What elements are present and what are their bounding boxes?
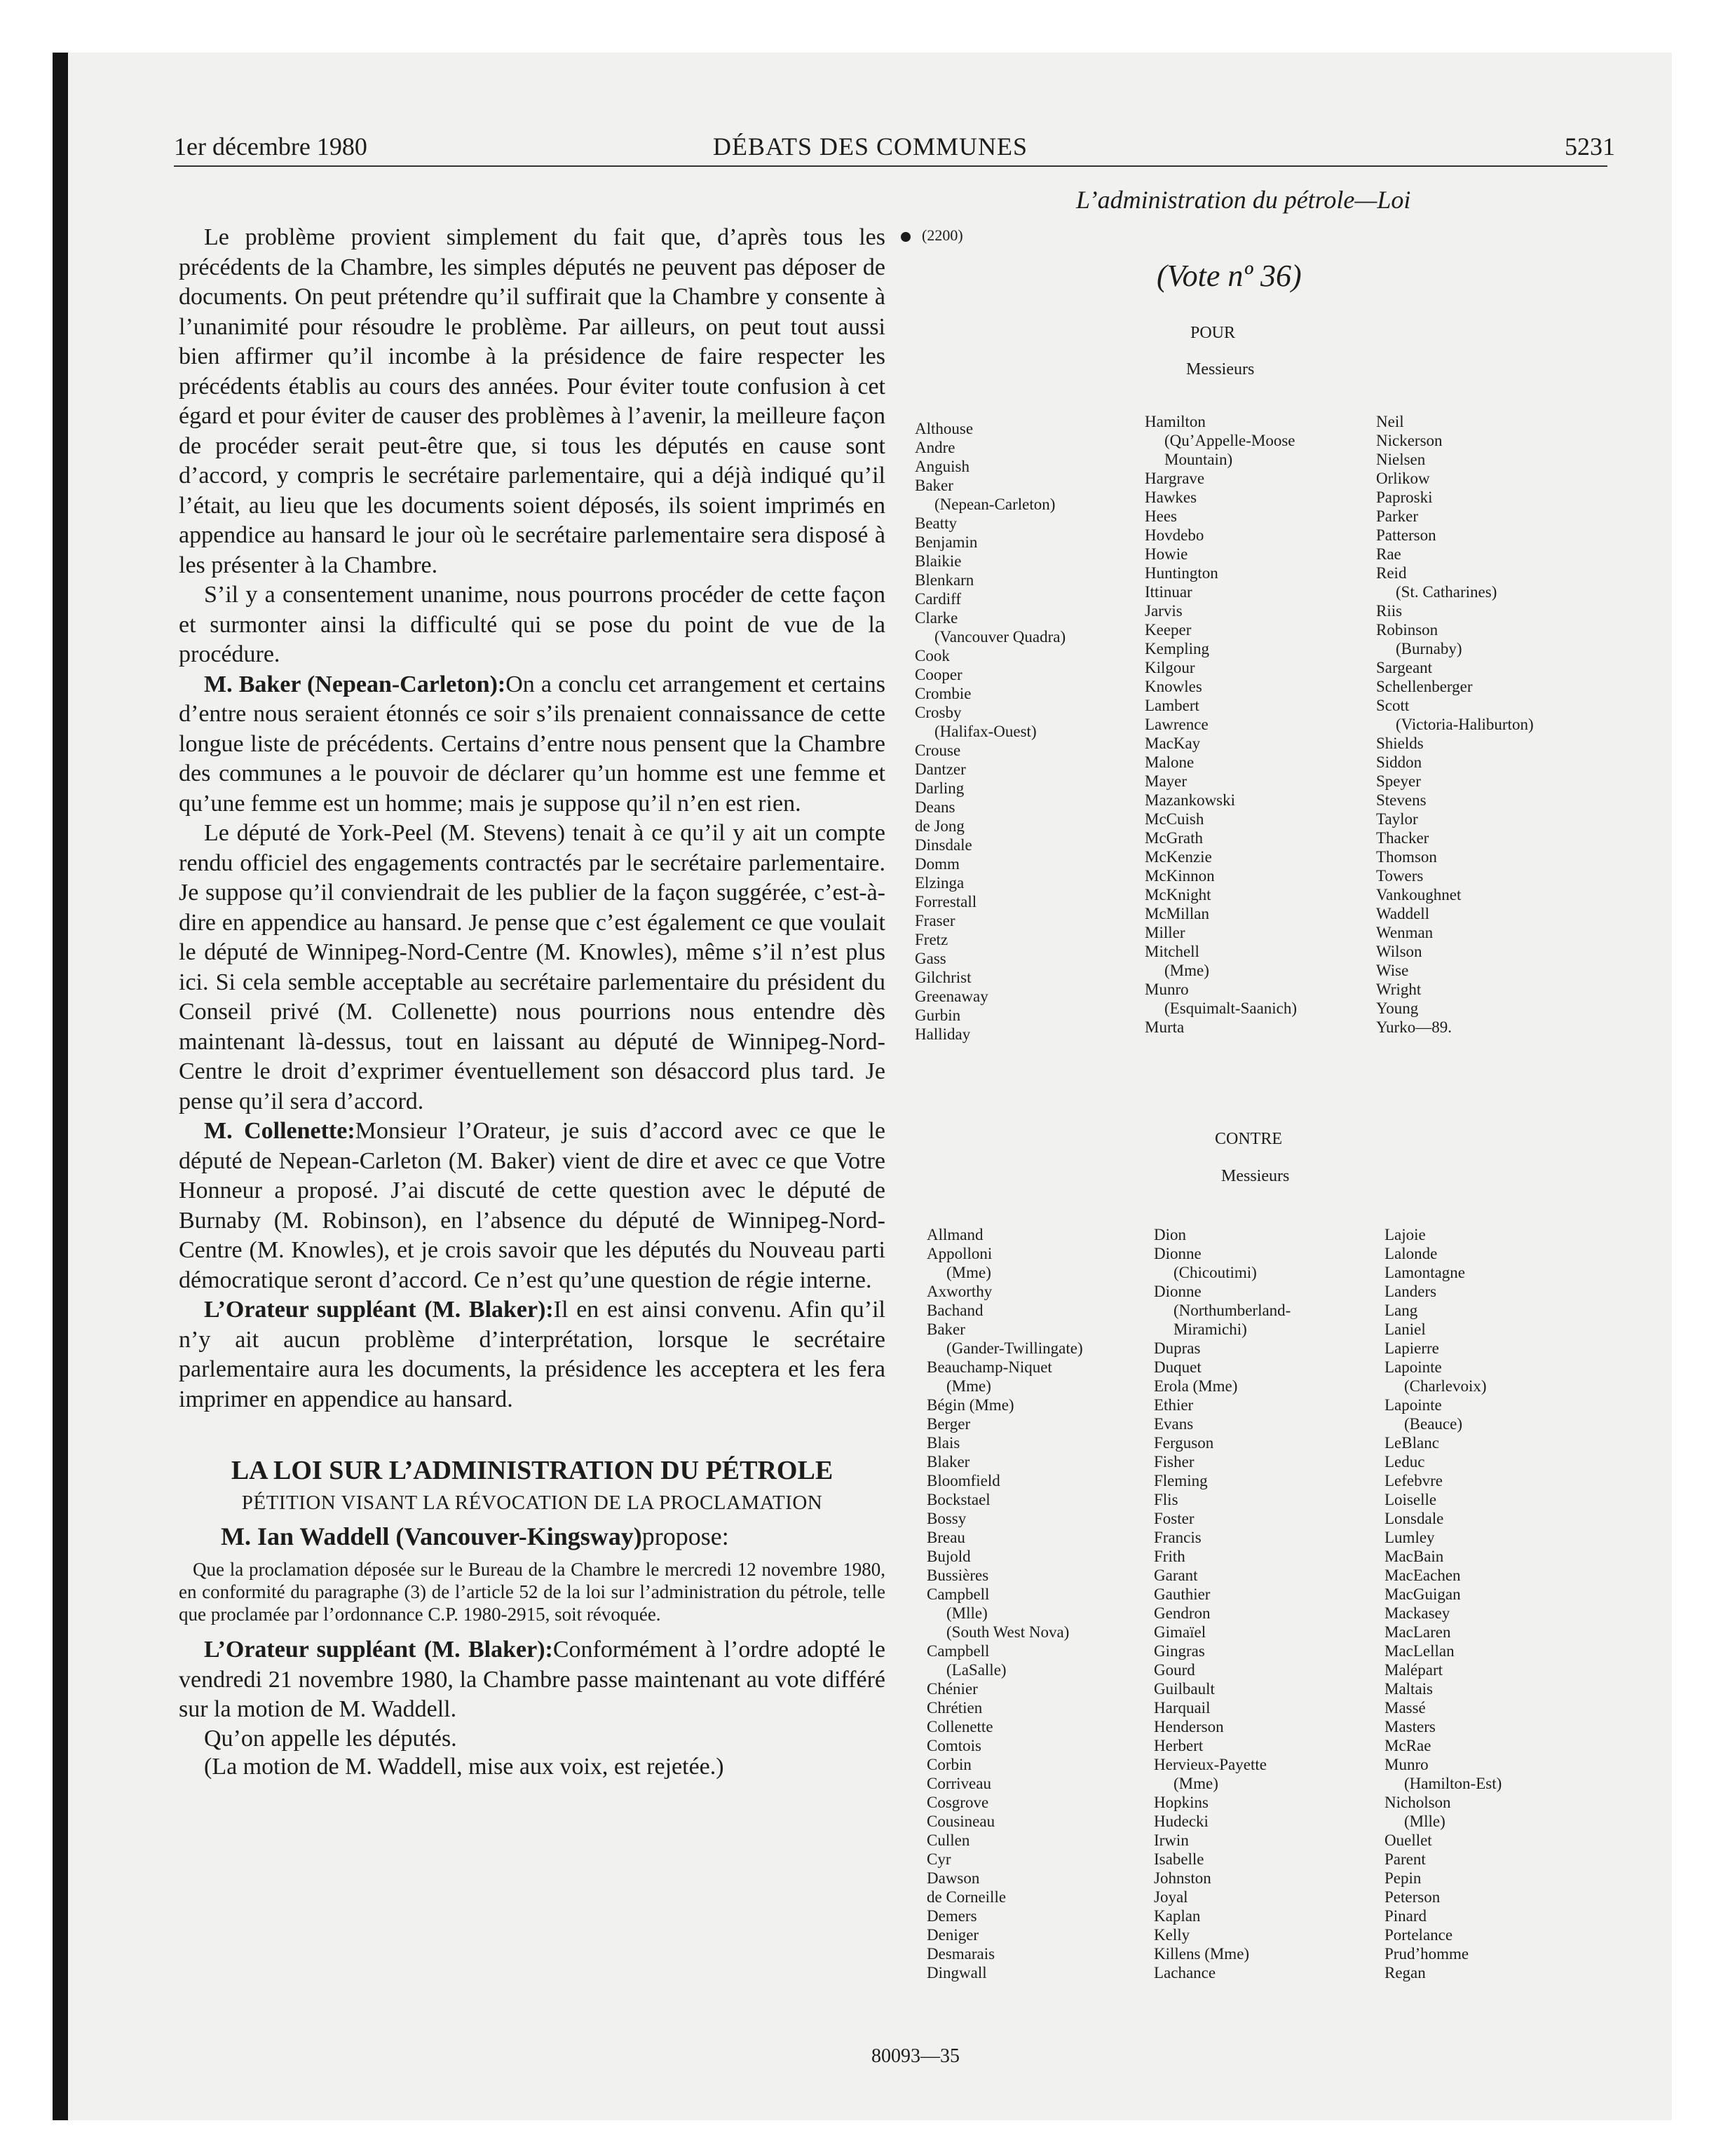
member-name: Frith bbox=[1154, 1548, 1185, 1565]
member-name: Wilson bbox=[1376, 943, 1422, 960]
member-name: de Jong bbox=[915, 817, 965, 835]
member-name: Lapierre bbox=[1384, 1339, 1439, 1357]
contre-names-column-3 bbox=[1384, 1225, 1616, 1982]
speaker-name: M. Collenette: bbox=[204, 1118, 355, 1144]
member-name: Parker bbox=[1376, 507, 1419, 525]
member-name: Irwin bbox=[1154, 1831, 1189, 1849]
speaker-name: L’Orateur suppléant (M. Blaker): bbox=[204, 1297, 554, 1323]
member-name: Mountain) bbox=[1164, 451, 1233, 468]
member-name: Hopkins bbox=[1154, 1794, 1209, 1811]
member-name: Gass bbox=[915, 950, 946, 967]
member-name: LeBlanc bbox=[1384, 1434, 1439, 1452]
member-name: Darling bbox=[915, 779, 965, 797]
member-name: Lapointe bbox=[1384, 1396, 1442, 1414]
member-name: Cooper bbox=[915, 666, 962, 683]
contre-names-column-2 bbox=[1154, 1225, 1385, 1982]
member-name: (Gander-Twillingate) bbox=[946, 1339, 1083, 1357]
member-name: Lonsdale bbox=[1384, 1510, 1444, 1527]
member-name: Siddon bbox=[1376, 753, 1422, 771]
member-name: Rae bbox=[1376, 545, 1401, 563]
member-name: Bujold bbox=[927, 1548, 971, 1565]
member-name: de Corneille bbox=[927, 1888, 1007, 1906]
member-name: (Victoria-Haliburton) bbox=[1396, 716, 1534, 733]
member-name: Bussières bbox=[927, 1567, 989, 1584]
vote-title: (Vote nº 36) bbox=[1157, 259, 1302, 293]
member-name: Dingwall bbox=[927, 1964, 987, 1981]
member-name: Hervieux-Payette bbox=[1154, 1756, 1267, 1773]
member-name: Killens (Mme) bbox=[1154, 1945, 1250, 1963]
member-name: Appolloni bbox=[927, 1245, 993, 1262]
member-name: Dinsdale bbox=[915, 836, 972, 854]
member-name: Fretz bbox=[915, 931, 948, 948]
member-name: Cosgrove bbox=[927, 1794, 989, 1811]
member-name: Sargeant bbox=[1376, 659, 1433, 676]
member-name: Ittinuar bbox=[1145, 583, 1192, 601]
member-name: Leduc bbox=[1384, 1453, 1425, 1471]
member-name: Corbin bbox=[927, 1756, 972, 1773]
member-name: Breau bbox=[927, 1529, 965, 1546]
member-name: (Hamilton-Est) bbox=[1404, 1775, 1502, 1792]
member-name: Gimaïel bbox=[1154, 1623, 1206, 1641]
member-name: Isabelle bbox=[1154, 1850, 1204, 1868]
member-name: Cullen bbox=[927, 1831, 970, 1849]
member-name: Herbert bbox=[1154, 1737, 1204, 1754]
member-name: Landers bbox=[1384, 1283, 1437, 1300]
member-name: Bossy bbox=[927, 1510, 967, 1527]
member-name: Foster bbox=[1154, 1510, 1195, 1527]
member-name: Allmand bbox=[927, 1226, 984, 1243]
member-name: Schellenberger bbox=[1376, 678, 1473, 695]
member-name: Maltais bbox=[1384, 1680, 1433, 1698]
member-name: Orlikow bbox=[1376, 470, 1430, 487]
member-name: Miller bbox=[1145, 924, 1185, 941]
member-name: Crombie bbox=[915, 685, 972, 702]
member-name: Dionne bbox=[1154, 1283, 1202, 1300]
member-name: (Halifax-Ouest) bbox=[934, 723, 1037, 740]
member-name: Crosby bbox=[915, 704, 962, 721]
member-name: Bachand bbox=[927, 1302, 984, 1319]
member-name: Lumley bbox=[1384, 1529, 1435, 1546]
motion-heading bbox=[179, 1522, 885, 1551]
member-name: Prud’homme bbox=[1384, 1945, 1469, 1963]
member-name: Lambert bbox=[1145, 697, 1199, 714]
contre-subtitle: Messieurs bbox=[1221, 1167, 1290, 1185]
timecode-text: (2200) bbox=[922, 226, 963, 244]
section-subtitle: PÉTITION VISANT LA RÉVOCATION DE LA PROCLAMATION bbox=[241, 1492, 823, 1514]
header-date: 1er décembre 1980 bbox=[174, 132, 367, 161]
member-name: Anguish bbox=[915, 458, 969, 475]
member-name: Thomson bbox=[1376, 848, 1437, 866]
member-name: Gurbin bbox=[915, 1007, 961, 1024]
member-name: Lachance bbox=[1154, 1964, 1216, 1981]
member-name: Towers bbox=[1376, 867, 1424, 885]
member-name: Garant bbox=[1154, 1567, 1198, 1584]
member-name: Hamilton bbox=[1145, 413, 1206, 430]
member-name: MacKay bbox=[1145, 735, 1201, 752]
speech-text: Conformément à l’ordre adopté le vendredi 21 novembre 1980, la Chambre passe maintenant au vote différé sur la motion de M. Waddell. bbox=[179, 1637, 886, 1722]
member-name: (Northumberland- bbox=[1173, 1302, 1291, 1319]
speaker-name: L’Orateur suppléant (M. Blaker): bbox=[204, 1637, 553, 1663]
member-name: Ethier bbox=[1154, 1396, 1194, 1414]
member-name: Hawkes bbox=[1145, 489, 1197, 506]
member-name: Fraser bbox=[915, 912, 955, 929]
member-name: Kempling bbox=[1145, 640, 1209, 657]
pour-names-column-3 bbox=[1376, 412, 1607, 1037]
member-name: Axworthy bbox=[927, 1283, 993, 1300]
member-name: Baker bbox=[927, 1321, 965, 1338]
member-name: McKenzie bbox=[1145, 848, 1212, 866]
member-name: Blenkarn bbox=[915, 571, 974, 589]
member-name: Pinard bbox=[1384, 1907, 1427, 1925]
member-name: Blaikie bbox=[915, 552, 962, 570]
motion-result: (La motion de M. Waddell, mise aux voix, est rejetée.) bbox=[204, 1753, 724, 1780]
member-name: Forrestall bbox=[915, 893, 977, 910]
member-name: Harquail bbox=[1154, 1699, 1211, 1717]
timecode bbox=[901, 226, 963, 245]
member-name: Gilchrist bbox=[915, 969, 972, 986]
member-name: Yurko—89. bbox=[1376, 1018, 1452, 1036]
member-name: Fisher bbox=[1154, 1453, 1195, 1471]
member-name: McKinnon bbox=[1145, 867, 1215, 885]
member-name: Fleming bbox=[1154, 1472, 1208, 1489]
member-name: Henderson bbox=[1154, 1718, 1224, 1735]
member-name: Flis bbox=[1154, 1491, 1178, 1508]
member-name: Berger bbox=[927, 1415, 971, 1433]
member-name: Dion bbox=[1154, 1226, 1186, 1243]
member-name: Dawson bbox=[927, 1869, 980, 1887]
member-name: Nickerson bbox=[1376, 432, 1443, 449]
member-name: McKnight bbox=[1145, 886, 1211, 903]
member-name: Corriveau bbox=[927, 1775, 991, 1792]
speaker-name: M. Baker (Nepean-Carleton): bbox=[204, 671, 506, 697]
member-name: Deniger bbox=[927, 1926, 979, 1944]
member-name: Johnston bbox=[1154, 1869, 1211, 1887]
member-name: Kelly bbox=[1154, 1926, 1190, 1944]
member-name: Dupras bbox=[1154, 1339, 1201, 1357]
member-name: Waddell bbox=[1376, 905, 1430, 922]
member-name: Taylor bbox=[1376, 810, 1418, 828]
member-name: Andre bbox=[915, 439, 955, 456]
member-name: (Charlevoix) bbox=[1404, 1377, 1487, 1395]
running-title: L’administration du pétrole—Loi bbox=[1076, 186, 1411, 214]
member-name: Munro bbox=[1384, 1756, 1429, 1773]
member-name: Peterson bbox=[1384, 1888, 1441, 1906]
member-name: Miramichi) bbox=[1173, 1321, 1247, 1338]
member-name: Thacker bbox=[1376, 829, 1429, 847]
member-name: Pepin bbox=[1384, 1869, 1422, 1887]
member-name: (Mme) bbox=[946, 1377, 991, 1395]
left-column bbox=[179, 223, 885, 1781]
motion-speaker: M. Ian Waddell (Vancouver-Kingsway) bbox=[221, 1522, 642, 1550]
member-name: Lamontagne bbox=[1384, 1264, 1465, 1281]
pour-label: POUR bbox=[1190, 324, 1236, 342]
member-name: (Mlle) bbox=[946, 1604, 988, 1622]
header-rule bbox=[174, 165, 1607, 167]
member-name: Patterson bbox=[1376, 526, 1436, 544]
member-name: Crouse bbox=[915, 742, 961, 759]
bullet-icon bbox=[901, 232, 911, 242]
member-name: Wise bbox=[1376, 962, 1409, 979]
member-name: Robinson bbox=[1376, 621, 1438, 639]
folio-number: 80093—35 bbox=[871, 2045, 960, 2067]
member-name: (Mme) bbox=[1164, 962, 1209, 979]
member-name: Campbell bbox=[927, 1642, 990, 1660]
call-members: Qu’on appelle les députés. bbox=[204, 1725, 457, 1752]
member-name: Dionne bbox=[1154, 1245, 1202, 1262]
member-name: Loiselle bbox=[1384, 1491, 1437, 1508]
member-name: Reid bbox=[1376, 564, 1407, 582]
member-name: Evans bbox=[1154, 1415, 1194, 1433]
member-name: Wenman bbox=[1376, 924, 1434, 941]
member-name: Murta bbox=[1145, 1018, 1185, 1036]
header-page-number: 5231 bbox=[1565, 132, 1615, 161]
member-name: Keeper bbox=[1145, 621, 1192, 639]
member-name: Bockstael bbox=[927, 1491, 991, 1508]
member-name: Lefebvre bbox=[1384, 1472, 1443, 1489]
member-name: Scott bbox=[1376, 697, 1410, 714]
member-name: Bloomfield bbox=[927, 1472, 1000, 1489]
member-name: Gourd bbox=[1154, 1661, 1195, 1679]
speech-text: Monsieur l’Orateur, je suis d’accord avec ce que le député de Nepean-Carleton (M. Baker) vient de dire et avec ce que Votre Honneur a proposé. J’ai discuté de cette question avec le député de Burnaby (M. Robinson), en l’absence du député de Winnipeg-Nord-Centre (M. Knowles), et je crois savoir que les députés du Nouveau parti démocratique seront d’accord. Ce n’est qu’une question de régie interne. bbox=[179, 1118, 885, 1293]
member-name: Guilbault bbox=[1154, 1680, 1215, 1698]
member-name: Cardiff bbox=[915, 590, 962, 608]
member-name: Ferguson bbox=[1154, 1434, 1214, 1452]
member-name: Mackasey bbox=[1384, 1604, 1450, 1622]
member-name: (Vancouver Quadra) bbox=[934, 628, 1066, 646]
member-name: (Esquimalt-Saanich) bbox=[1164, 999, 1298, 1017]
member-name: MacEachen bbox=[1384, 1567, 1461, 1584]
contre-label: CONTRE bbox=[1215, 1130, 1282, 1148]
member-name: Campbell bbox=[927, 1585, 990, 1603]
member-name: Greenaway bbox=[915, 988, 988, 1005]
member-name: Cook bbox=[915, 647, 950, 664]
member-name: Massé bbox=[1384, 1699, 1426, 1717]
speech-baker bbox=[179, 670, 885, 819]
motion-text: Que la proclamation déposée sur le Bureau de la Chambre le mercredi 12 novembre 1980, en conformité du paragraphe (3) de l’article 52 de la loi sur l’administration du pétrole, telle que proclamée par l’ordonnance C.P. 1980-2915, soit révoquée. bbox=[179, 1559, 885, 1625]
member-name: Halliday bbox=[915, 1025, 971, 1043]
member-name: (Mme) bbox=[1173, 1775, 1218, 1792]
paragraph: Le député de York-Peel (M. Stevens) tenait à ce qu’il y ait un compte rendu officiel des engagements contractés par le secrétaire parlementaire. Je suppose qu’il conviendrait de les publier de la façon suggérée, c’est-à-dire en appendice au hansard. Je pense que c’est également ce que voulait le député de Winnipeg-Nord-Centre (M. Knowles), même s’il n’est plus ici. Si cela semble acceptable au secrétaire parlementaire du président du Conseil privé (M. Collenette) nous pourrions nous entendre dès maintenant là-dessus, tout en laissant au député de Winnipeg-Nord-Centre le droit d’exprimer éventuellement son désaccord plus tard. Je pense qu’il sera d’accord. bbox=[179, 820, 885, 1114]
member-name: (Mlle) bbox=[1404, 1813, 1445, 1830]
member-name: Benjamin bbox=[915, 533, 978, 551]
member-name: Francis bbox=[1154, 1529, 1202, 1546]
header-journal-title: DÉBATS DES COMMUNES bbox=[713, 132, 1028, 161]
member-name: Demers bbox=[927, 1907, 977, 1925]
member-name: Blaker bbox=[927, 1453, 970, 1471]
member-name: Desmarais bbox=[927, 1945, 995, 1963]
speech-collenette bbox=[179, 1117, 885, 1295]
speech-text: Il en est ainsi convenu. Afin qu’il n’y ait aucun problème d’interprétation, lorsque le secrétaire parlementaire aura les documents, la présidence les acceptera et les fera imprimer en appendice au hansard. bbox=[179, 1297, 885, 1412]
member-name: Riis bbox=[1376, 602, 1403, 620]
member-name: Hovdebo bbox=[1145, 526, 1204, 544]
speech-blaker bbox=[179, 1295, 885, 1414]
member-name: Collenette bbox=[927, 1718, 993, 1735]
pour-names-column-2 bbox=[1145, 412, 1376, 1037]
member-name: Erola (Mme) bbox=[1154, 1377, 1238, 1395]
member-name: Huntington bbox=[1145, 564, 1218, 582]
member-name: (St. Catharines) bbox=[1396, 583, 1497, 601]
paragraph: S’il y a consentement unanime, nous pourrons procéder de cette façon et surmonter ainsi la difficulté qui se pose du point de vue de la procédure. bbox=[179, 582, 885, 667]
member-name: Cyr bbox=[927, 1850, 951, 1868]
member-name: (Chicoutimi) bbox=[1173, 1264, 1257, 1281]
member-name: McCuish bbox=[1145, 810, 1204, 828]
motion-verb: propose: bbox=[641, 1522, 729, 1550]
member-name: Lapointe bbox=[1384, 1358, 1442, 1376]
member-name: Gendron bbox=[1154, 1604, 1211, 1622]
member-name: Gingras bbox=[1154, 1642, 1205, 1660]
member-name: (Burnaby) bbox=[1396, 640, 1462, 657]
member-name: McRae bbox=[1384, 1737, 1431, 1754]
member-name: MacLaren bbox=[1384, 1623, 1451, 1641]
pour-names-column-1 bbox=[915, 419, 1146, 1044]
member-name: Chrétien bbox=[927, 1699, 983, 1717]
member-name: Laniel bbox=[1384, 1321, 1426, 1338]
member-name: Howie bbox=[1145, 545, 1188, 563]
member-name: McGrath bbox=[1145, 829, 1204, 847]
member-name: Joyal bbox=[1154, 1888, 1188, 1906]
member-name: McMillan bbox=[1145, 905, 1209, 922]
speech-blaker-2 bbox=[179, 1635, 885, 1725]
member-name: Lajoie bbox=[1384, 1226, 1426, 1243]
member-name: (South West Nova) bbox=[946, 1623, 1070, 1641]
member-name: Lang bbox=[1384, 1302, 1418, 1319]
member-name: Gauthier bbox=[1154, 1585, 1211, 1603]
member-name: Baker bbox=[915, 477, 953, 494]
member-name: Bégin (Mme) bbox=[927, 1396, 1014, 1414]
member-name: Ouellet bbox=[1384, 1831, 1432, 1849]
member-name: Nicholson bbox=[1384, 1794, 1451, 1811]
member-name: Lalonde bbox=[1384, 1245, 1438, 1262]
member-name: Blais bbox=[927, 1434, 960, 1452]
member-name: Parent bbox=[1384, 1850, 1426, 1868]
member-name: Young bbox=[1376, 999, 1419, 1017]
member-name: Hees bbox=[1145, 507, 1177, 525]
scan-binding-edge bbox=[53, 53, 68, 2120]
member-name: Paproski bbox=[1376, 489, 1433, 506]
member-name: Duquet bbox=[1154, 1358, 1202, 1376]
member-name: Stevens bbox=[1376, 791, 1427, 809]
member-name: Cousineau bbox=[927, 1813, 995, 1830]
member-name: Shields bbox=[1376, 735, 1424, 752]
member-name: Malépart bbox=[1384, 1661, 1443, 1679]
member-name: Munro bbox=[1145, 981, 1189, 998]
member-name: Hargrave bbox=[1145, 470, 1205, 487]
member-name: Comtois bbox=[927, 1737, 981, 1754]
member-name: Regan bbox=[1384, 1964, 1426, 1981]
paragraph: Le problème provient simplement du fait que, d’après tous les précédents de la Chambre, les simples députés ne peuvent pas déposer de documents. On peut prétendre qu’il suffirait que la Chambre y consente à l’unanimité pour résoudre le problème. Par ailleurs, on peut tout aussi bien affirmer qu’il incombe à la présidence de faire respecter les précédents établis au cours des années. Pour éviter toute confusion à cet égard et pour éviter de causer des problèmes à l’avenir, la meilleure façon de procéder serait peut-être que, si tous les députés en cause sont d’accord, y compris le secrétaire parlementaire, qui a déjà indiqué qu’il l’était, au lieu que les documents soient déposés, ils soient imprimés en appendice au hansard le jour où le secrétaire parlementaire sera disposé à les présenter à la Chambre. bbox=[179, 224, 885, 578]
member-name: Lawrence bbox=[1145, 716, 1209, 733]
member-name: Deans bbox=[915, 798, 955, 816]
member-name: Malone bbox=[1145, 753, 1195, 771]
member-name: Beauchamp-Niquet bbox=[927, 1358, 1052, 1376]
member-name: Domm bbox=[915, 855, 960, 873]
member-name: MacLellan bbox=[1384, 1642, 1455, 1660]
member-name: Knowles bbox=[1145, 678, 1202, 695]
contre-names-column-1 bbox=[927, 1225, 1158, 1982]
member-name: Nielsen bbox=[1376, 451, 1426, 468]
member-name: Kilgour bbox=[1145, 659, 1195, 676]
member-name: Mitchell bbox=[1145, 943, 1199, 960]
member-name: Elzinga bbox=[915, 874, 965, 892]
member-name: Mayer bbox=[1145, 772, 1188, 790]
member-name: Beatty bbox=[915, 514, 958, 532]
member-name: (Beauce) bbox=[1404, 1415, 1462, 1433]
speech-text: On a conclu cet arrangement et certains d’entre nous seraient étonnés ce soir s’ils prenaient connaissance de cette longue liste de précédents. Certains d’entre nous pensent que la Chambre des communes a le pouvoir de déclarer qu’un homme est une femme et qu’une femme est un homme; mais je suppose qu’il n’en est rien. bbox=[179, 671, 885, 817]
member-name: Neil bbox=[1376, 413, 1404, 430]
member-name: Wright bbox=[1376, 981, 1422, 998]
member-name: Clarke bbox=[915, 609, 958, 627]
member-name: Chénier bbox=[927, 1680, 978, 1698]
member-name: Masters bbox=[1384, 1718, 1436, 1735]
section-title: LA LOI SUR L’ADMINISTRATION DU PÉTROLE bbox=[231, 1456, 834, 1485]
member-name: MacBain bbox=[1384, 1548, 1444, 1565]
pour-subtitle: Messieurs bbox=[1186, 360, 1255, 378]
member-name: Jarvis bbox=[1145, 602, 1183, 620]
member-name: Dantzer bbox=[915, 760, 966, 778]
member-name: (Mme) bbox=[946, 1264, 991, 1281]
member-name: Portelance bbox=[1384, 1926, 1453, 1944]
member-name: Hudecki bbox=[1154, 1813, 1209, 1830]
member-name: Kaplan bbox=[1154, 1907, 1201, 1925]
member-name: MacGuigan bbox=[1384, 1585, 1461, 1603]
member-name: Althouse bbox=[915, 420, 974, 437]
member-name: (Nepean-Carleton) bbox=[934, 496, 1056, 513]
member-name: (LaSalle) bbox=[946, 1661, 1007, 1679]
member-name: Mazankowski bbox=[1145, 791, 1236, 809]
member-name: Speyer bbox=[1376, 772, 1421, 790]
member-name: Vankoughnet bbox=[1376, 886, 1462, 903]
member-name: (Qu’Appelle-Moose bbox=[1164, 432, 1295, 449]
